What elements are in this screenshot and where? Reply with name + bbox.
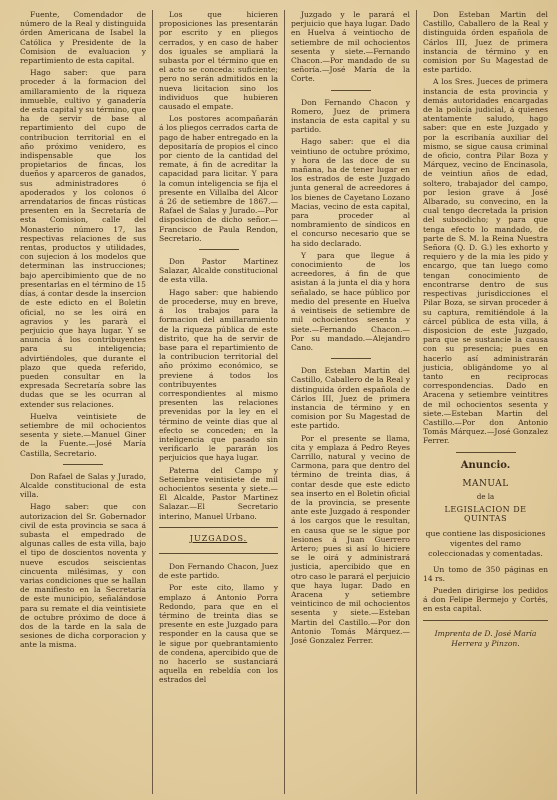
edict-body: Hago saber: que el dia veintiuno de octubre próximo, y hora de las doce de su mañana, ha de tener lugar en los estrados de este Juzgado junta general de acreedores á los bienes de Cayetano Lozano Macias, vecino de esta capital, para proceder al nombramiento de síndicos en el concurso necesario que se ha sido declarado. xyxy=(291,137,410,248)
ad-orders: Pueden dirigirse los pedidos á don Felipe Bermejo y Cortés, en esta capital. xyxy=(423,585,548,614)
edict-body: Los que hicieren proposiciones las presentarán por escrito y en pliegos cerrados, y en caso de haber dos iguales se ampliará la subasta por el término que en el acto se conceda: suficiente; pero no serán admitidos en la nueva licitacion sino los individuos que hubieren causado el empate. xyxy=(159,10,278,112)
edict-header: Don Pastor Martinez Salazar, Alcalde constitucional de esta villa. xyxy=(159,257,278,285)
divider xyxy=(331,358,371,359)
edict-body: Por este cito, llamo y emplazo á Antonio Porra Redondo, para que en el término de treinta dias se presente en este Juzgado para responder en la causa que se le sigue por quebrantamiento de condena, apercibido que de no hacerlo se sustanciará aquella en rebeldía con los estrados del xyxy=(159,583,278,685)
edict-signature: Paterna del Campo y Setiembre veintisiete de mil ochocientos sesenta y siete.—El Alcalde, Pastor Martinez Salazar.—El Secretario interino, Manuel Urbano. xyxy=(159,465,278,521)
section-heading: JUZGADOS. xyxy=(189,533,248,543)
ad-price: Un tomo de 350 páginas en 14 rs. xyxy=(423,564,548,583)
ad-title: MANUAL xyxy=(462,478,509,489)
edict-body: Juzgado y le parará el perjuicio que haya lugar. Dado en Huelva á veintiocho de setiembre de mil ochocientos sesenta y siete.—Fernando Chacon.—Por mandado de su señoría.—José María de la Corte. xyxy=(291,10,410,84)
edict-header: Don Esteban Martin del Castillo, Caballero de la Real y distinguida órden española de Cárlos III, Juez de primera instancia de término y en comision por Su Magestad de este partido. xyxy=(291,366,410,431)
edict-body: Por el presente se llama, cita y emplaza á Pedro Reyes Carrillo, natural y vecino de Carmona, para que dentro del término de treinta dias, á contar desde que este edicto sea inserto en el Boletin oficial de la provincia, se presente ante este Juzgado á responder á los cargos que le resultan, en causa que se le sigue por lesiones á Juan Guerrero Artero; pues si así lo hiciere se le oirá y administrará justicia, apercibido que en otro caso le parará el perjuicio que haya lugar. Dado en Aracena y setiembre veinticinco de mil ochocientos sesenta y siete.—Esteban Martin del Castillo.—Por don Antonio Tomás Márquez.—José Gonzalez Ferrer. xyxy=(291,433,410,645)
edict-header: Don Esteban Martin del Castillo, Caballero de la Real y distinguida órden española de Cárlos III, Juez de primera instancia de término y en comision por Su Magestad de este partido. xyxy=(423,10,548,75)
edict-header: Don Fernando Chacon y Romero, Juez de primera instancia de esta capital y su partido. xyxy=(291,97,410,135)
edict-body: Hago saber: que para proceder á la formacion del amillaramiento de la riqueza inmueble, cultivo y ganadería de esta capital y su término, que ha de servir de base al repartimiento del cupo de contribucion territorial en el año próximo venidero, es indispensable que los propietarios de fincas, los dueños y aparceros de ganados, sus administradores ó apoderados y los colonos ó arrendatarios de fincas rústicas presenten en la Secretaría de esta Comision, calle del Monasterio número 17, las respectivas relaciones de sus rentas, productos y utilidades, con sujecion á los modelos que determinan las instrucciones; bajo apercibimiento que de no presentarlas en el término de 15 días, á contar desde la insercion de este edicto en el Boletin oficial, no se les oirá en agravios y les pararà el perjuicio que haya lugar. Y se anuncia á los contribuyentes para su inteligencia; advirtiéndoles, que durante el plazo que queda referido, pueden consultar en la expresada Secretaría sobre las dudas que se les ocurran al extender sus relaciones. xyxy=(20,68,146,409)
edict-header: Don Fernando Chacon, Juez de este partido. xyxy=(159,561,278,581)
divider xyxy=(199,249,239,250)
edict-body: A los Sres. Jueces de primera instancia de esta provincia y demás autoridades encargadas de la policía judicial, á quienes atentamente saludo, hago saber: que en este Juzgado y por la escribanía auxiliar del mismo, se sigue causa criminal de oficio, contra Pilar Boza y Márquez, vecino de Encinasola, de veintiun años de edad, soltero, trabajador del campo, por lesion grave á José Albarado, su convecino, en la cual tengo decretada la prision del subsodicho; y para que tenga efecto lo mandado, de parte de S. M. la Reina Nuestra Señora (Q. D. G.) les exhorto y requiero y de la mia les pido y encargo, que tan luego como tengan conocimiento de encontrarse dentro de sus respectivas jurisdicciones el Pilar Boza, se sirvan proceder á su captura, remitiéndole á la cárcel pública de esta villa, á disposicion de este Juzgado, para que se sustancie la causa con su presencia; pues en hacerlo así administrarán justicia, obligándome yo al tanto en reciprocas correspondencias. Dado en Aracena y setiembre veintitres de mil ochocientos sesenta y siete.—Esteban Martin del Castillo.—Por don Antonio Tomás Márquez.—José Gonzalez Ferrer. xyxy=(423,77,548,446)
divider xyxy=(63,464,103,465)
divider xyxy=(423,620,548,621)
section-heading-box xyxy=(159,527,278,554)
edict-header: Fuente, Comendador de número de la Real y distinguida órden Americana de Isabel la Católica y Presidente de la Comision de evaluacion y repartimiento de esta capital. xyxy=(20,10,146,66)
ad-description: que contiene las disposiciones vigentes del ramo coleccionadas y comentadas. xyxy=(425,528,546,558)
edict-body: Hago saber: que habiendo de procederse, muy en breve, á los trabajos para la formacion del amillaramiento de la riqueza pública de este distrito, que ha de servir de base para el repartimiento de la contribucion territorial del año próximo económico, se previene á todos los contribuyentes correspondientes al mismo presenten las relaciones prevenidas por la ley en el término de veinte dias que al efecto se conceden; en la inteligencia que pasado sin verificarlo le pararán los perjuicios que haya lugar. xyxy=(159,287,278,463)
edict-header: Don Rafael de Salas y Jurado, Alcalde constitucional de esta villa. xyxy=(20,471,146,500)
edict-body: Hago saber: que con autorizacion del Sr. Gobernador civil de esta provincia se saca á subasta el empedrado de algunas calles de esta villa, bajo el tipo de doscientos noventa y nueve escudos seiscientas cincuenta milésimas, y con varias condiciones que se hallan de manifiesto en la Secretaría de este municipio, señalándose para su remate el dia veintisiete de octubre próximo de doce á dos de la tarde en la sala de sesiones de dicha corporacion y ante la misma. xyxy=(20,502,146,650)
column-2 xyxy=(152,10,284,794)
announcement-heading: Anuncio. xyxy=(460,459,511,471)
column-1 xyxy=(20,10,152,794)
printer-imprint: Imprenta de D. José María Herrera y Pinzon. xyxy=(434,628,537,648)
ad-connector: de la xyxy=(476,492,495,501)
column-4 xyxy=(416,10,548,794)
edict-body: Los postores acompañarán á los pliegos cerrados carta de pago de haber entregado en la depositaría de propios el cinco por ciento de la cantidad del remate, á fin de acreditar la capacidad para licitar. Y para la comun inteligencia se fija el presente en Villalba del Alcor á 26 de setiembre de 1867.—Rafael de Salas y Jurado.—Por disposicion de dicho señor.—Francisco de Paula Rendon, Secretario. xyxy=(159,114,278,243)
edict-signature: Huelva veintisiete de setiembre de mil ochocientos sesenta y siete.—Manuel Giner de la Fuente.—José María Castilla, Secretario. xyxy=(20,411,146,458)
column-3 xyxy=(284,10,416,794)
ad-subtitle: LEGISLACION DE QUINTAS xyxy=(444,505,527,524)
edict-body: Y para que llegue á conocimiento de los acreedores, á fin de que asistan á la junta el dia y hora señalado, se hace público por medio del presente en Huelva á veintiseis de setiembre de mil ochocientos sesenta y siete.—Fernando Chacon.—Por su mandado.—Alejandro Cano. xyxy=(291,250,410,352)
divider xyxy=(456,452,516,453)
divider xyxy=(331,90,371,91)
